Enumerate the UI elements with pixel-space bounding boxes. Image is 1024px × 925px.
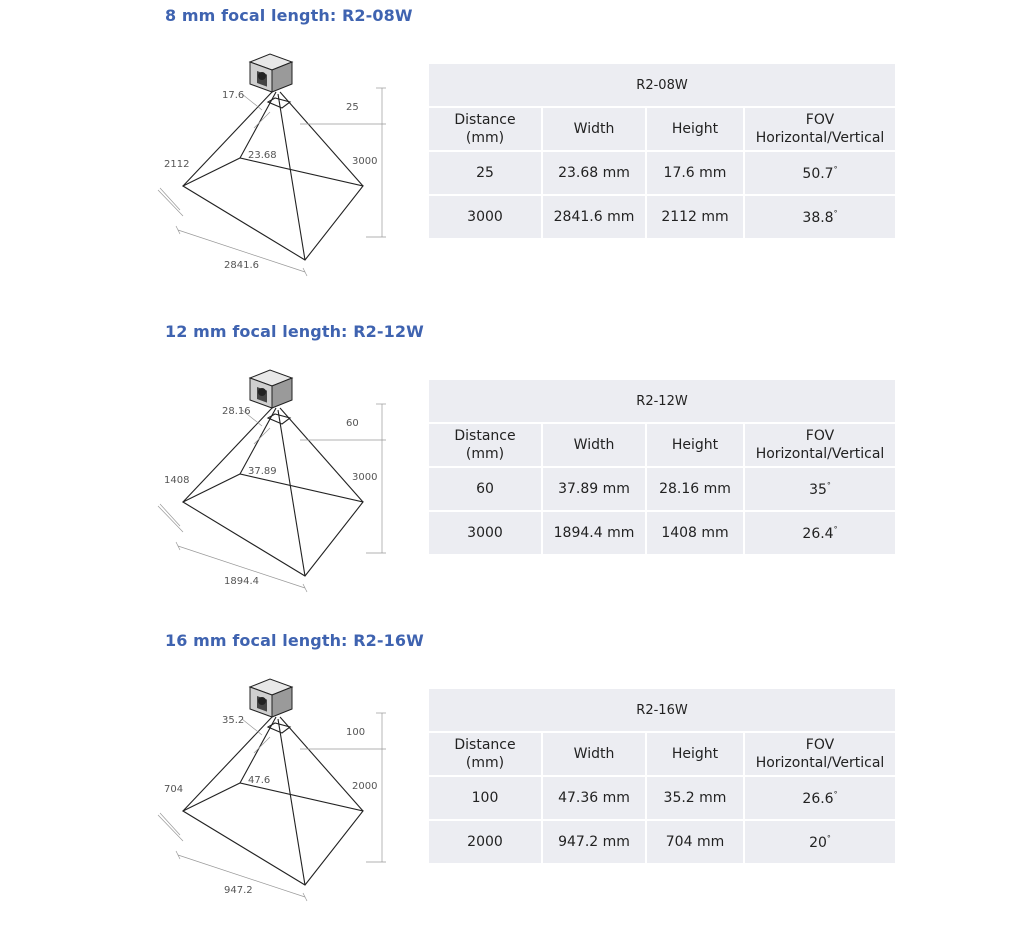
fov-cell: 20° — [744, 820, 896, 864]
height-cell: 2112 mm — [646, 195, 744, 239]
fov-diagram — [150, 356, 400, 616]
height-cell: 704 mm — [646, 820, 744, 864]
fov-cell: 50.7° — [744, 151, 896, 195]
height-cell: 35.2 mm — [646, 776, 744, 820]
fov-cell: 26.6° — [744, 776, 896, 820]
distance-header: Distance (mm) — [428, 107, 542, 151]
fov-diagram — [150, 40, 400, 300]
far-distance-label: 3000 — [352, 472, 378, 483]
fov-pyramid-svg — [150, 356, 400, 616]
table-row — [428, 820, 896, 864]
far-height-label: 704 — [164, 784, 184, 795]
width-cell: 37.89 mm — [542, 467, 646, 511]
spec-table — [427, 62, 897, 240]
height-cell: 1408 mm — [646, 511, 744, 555]
table-row — [428, 511, 896, 555]
section-title: 8 mm focal length: R2-08W — [165, 6, 413, 25]
focal-section — [0, 0, 1024, 300]
distance-cell: 25 — [428, 151, 542, 195]
camera-icon — [250, 679, 292, 717]
camera-icon — [250, 54, 292, 92]
height-header: Height — [646, 732, 744, 776]
focal-section — [0, 625, 1024, 925]
near-distance-label: 100 — [346, 727, 366, 738]
fov-cell: 38.8° — [744, 195, 896, 239]
distance-cell: 60 — [428, 467, 542, 511]
width-cell: 23.68 mm — [542, 151, 646, 195]
far-distance-label: 3000 — [352, 156, 378, 167]
width-header: Width — [542, 423, 646, 467]
near-height-label: 28.16 — [222, 406, 251, 417]
near-height-label: 35.2 — [222, 715, 245, 726]
far-width-label: 2841.6 — [224, 260, 259, 271]
far-plane-outline — [183, 783, 363, 885]
table-row — [428, 151, 896, 195]
fov-diagram — [150, 665, 400, 925]
fov-pyramid-svg — [150, 40, 400, 300]
far-height-label: 2112 — [164, 159, 190, 170]
distance-cell: 100 — [428, 776, 542, 820]
far-width-label: 947.2 — [224, 885, 253, 896]
near-distance-label: 25 — [346, 102, 359, 113]
fov-pyramid-svg — [150, 665, 400, 925]
model-name: R2-12W — [428, 379, 896, 423]
far-distance-label: 2000 — [352, 781, 378, 792]
far-height-label: 1408 — [164, 475, 190, 486]
width-cell: 2841.6 mm — [542, 195, 646, 239]
width-cell: 47.36 mm — [542, 776, 646, 820]
fov-header: FOV Horizontal/Vertical — [744, 423, 896, 467]
table-row — [428, 195, 896, 239]
near-distance-label: 60 — [346, 418, 359, 429]
height-header: Height — [646, 107, 744, 151]
model-name: R2-16W — [428, 688, 896, 732]
width-cell: 1894.4 mm — [542, 511, 646, 555]
focal-section — [0, 316, 1024, 616]
near-width-label: 37.89 — [248, 466, 277, 477]
section-title: 12 mm focal length: R2-12W — [165, 322, 424, 341]
fov-header: FOV Horizontal/Vertical — [744, 107, 896, 151]
height-cell: 28.16 mm — [646, 467, 744, 511]
far-plane-outline — [183, 474, 363, 576]
distance-cell: 3000 — [428, 511, 542, 555]
far-plane-outline — [183, 158, 363, 260]
spec-table — [427, 378, 897, 556]
near-height-label: 17.6 — [222, 90, 245, 101]
distance-header: Distance (mm) — [428, 732, 542, 776]
fov-header: FOV Horizontal/Vertical — [744, 732, 896, 776]
distance-cell: 3000 — [428, 195, 542, 239]
width-header: Width — [542, 732, 646, 776]
table-row — [428, 776, 896, 820]
table-row — [428, 467, 896, 511]
fov-cell: 35° — [744, 467, 896, 511]
height-cell: 17.6 mm — [646, 151, 744, 195]
fov-cell: 26.4° — [744, 511, 896, 555]
camera-icon — [250, 370, 292, 408]
distance-header: Distance (mm) — [428, 423, 542, 467]
width-cell: 947.2 mm — [542, 820, 646, 864]
width-header: Width — [542, 107, 646, 151]
model-name: R2-08W — [428, 63, 896, 107]
section-title: 16 mm focal length: R2-16W — [165, 631, 424, 650]
height-header: Height — [646, 423, 744, 467]
spec-table — [427, 687, 897, 865]
distance-cell: 2000 — [428, 820, 542, 864]
near-width-label: 23.68 — [248, 150, 277, 161]
far-width-label: 1894.4 — [224, 576, 259, 587]
near-width-label: 47.6 — [248, 775, 271, 786]
